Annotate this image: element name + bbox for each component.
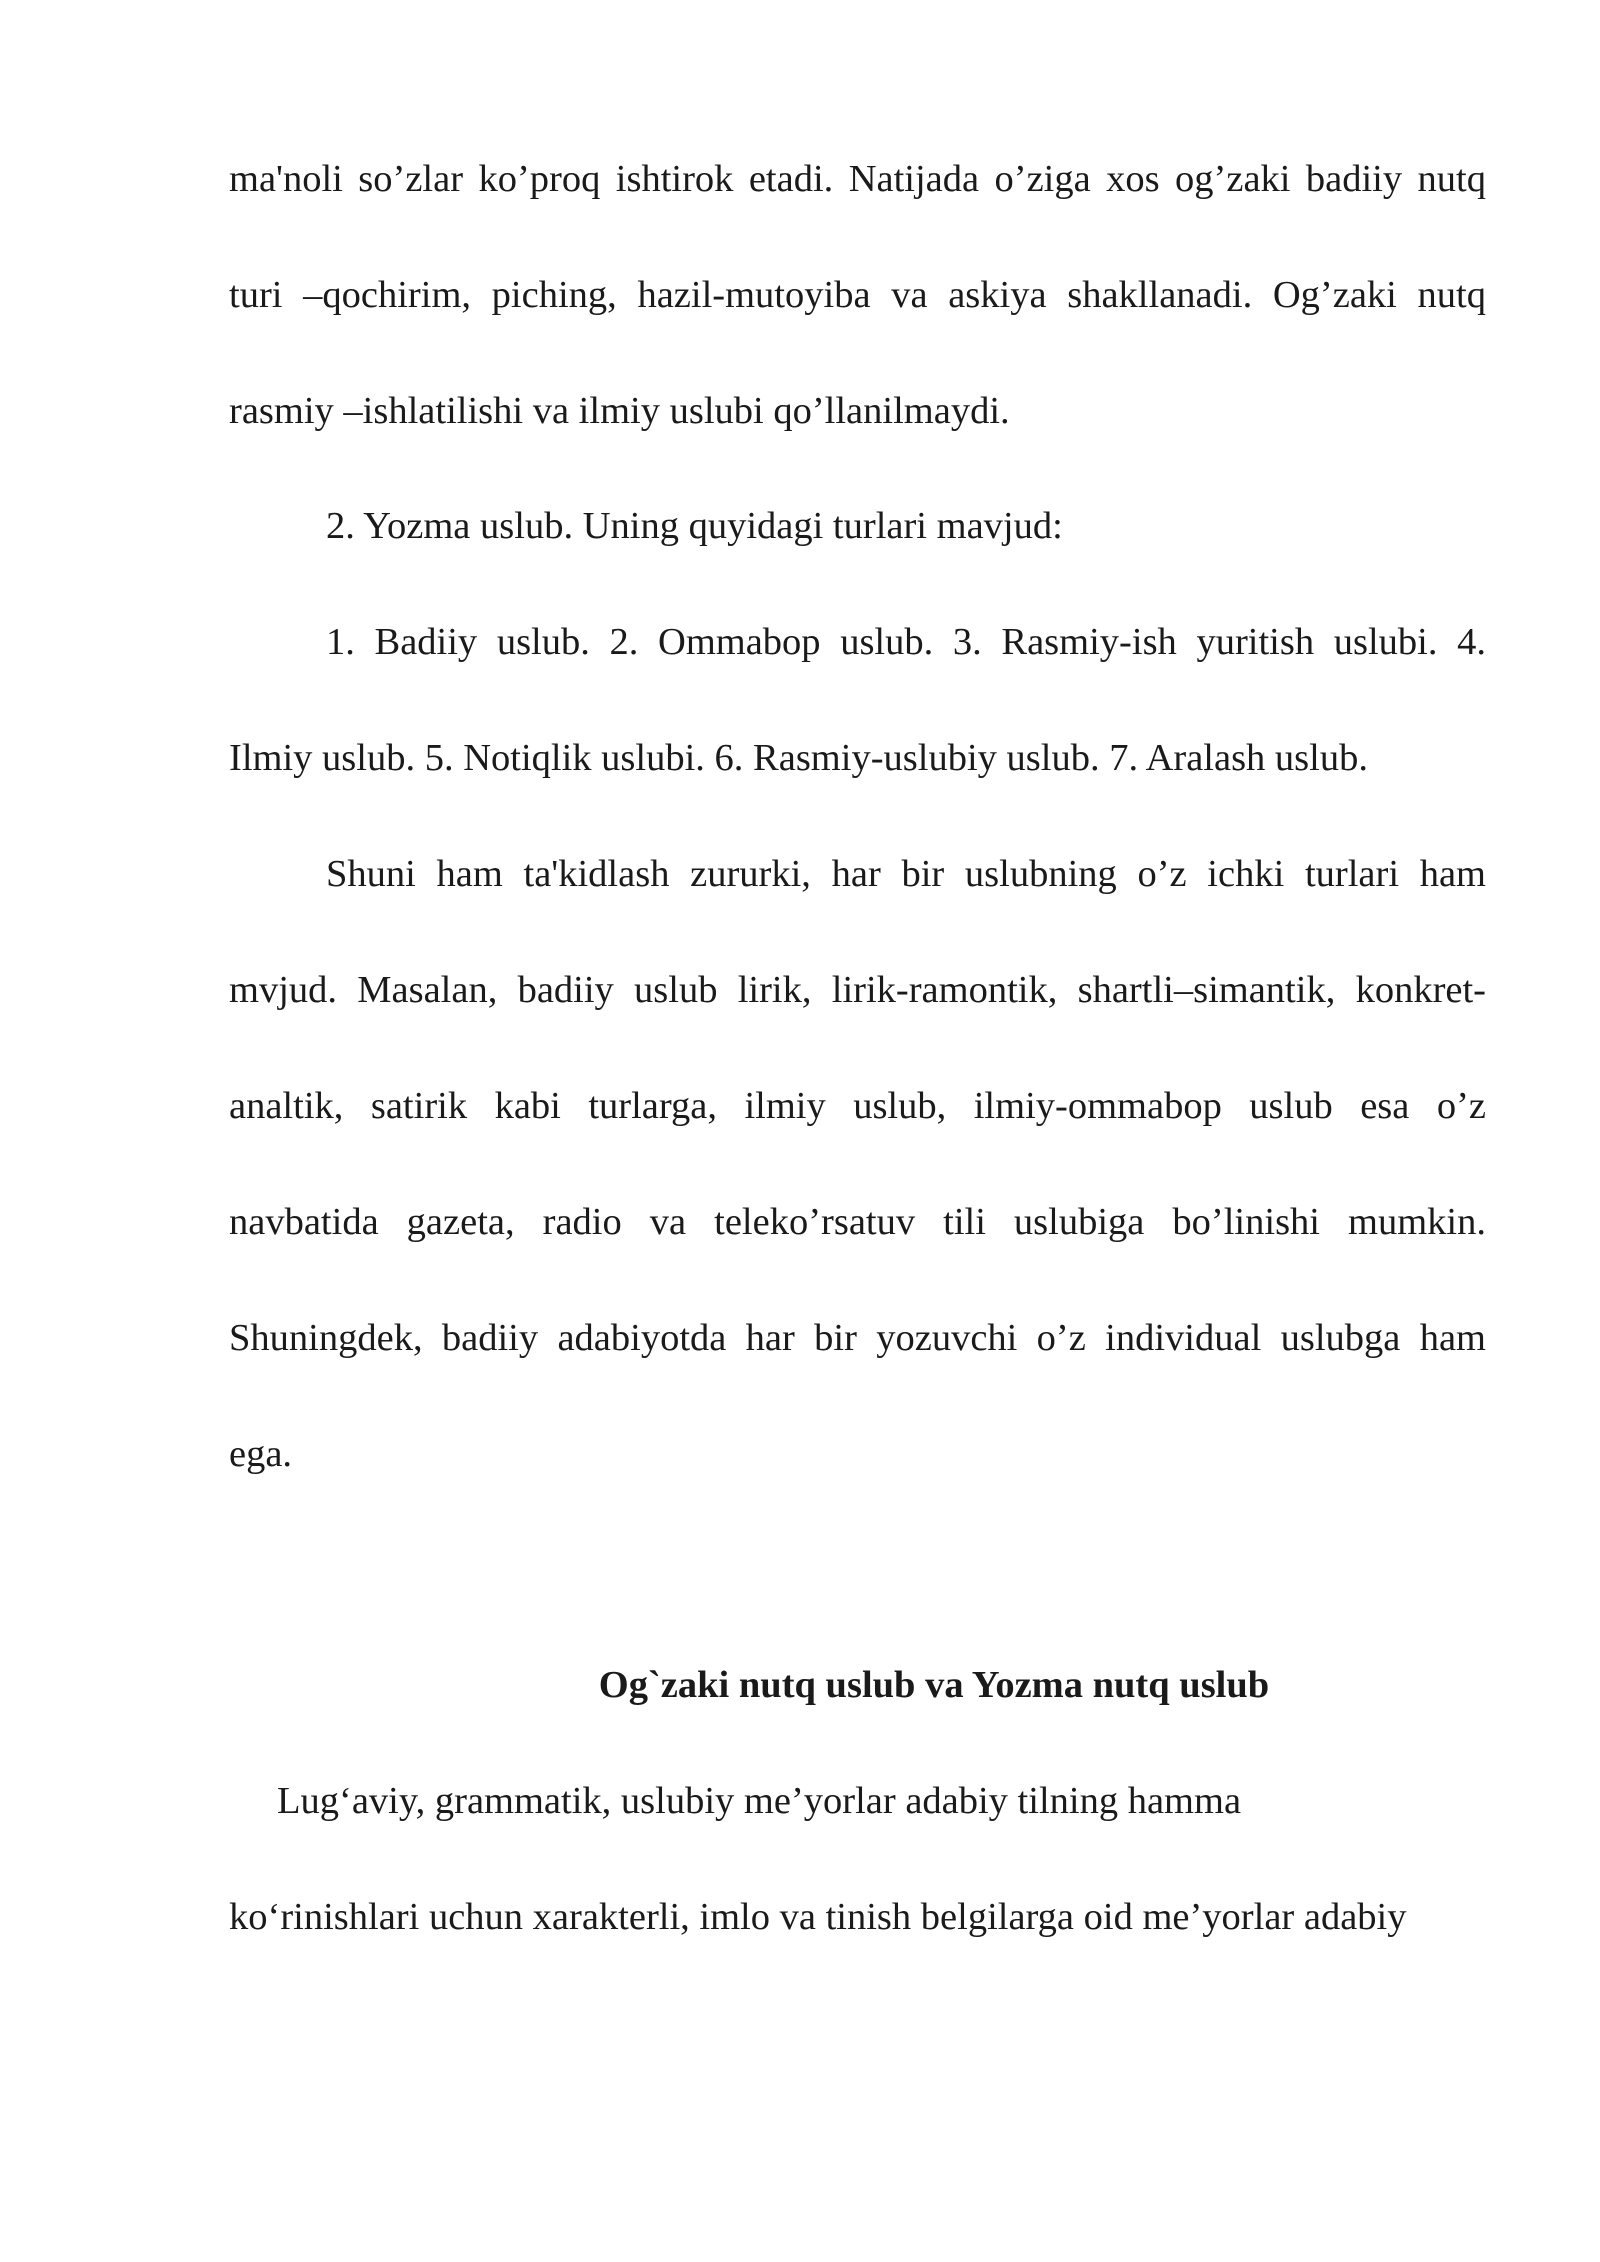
paragraph-line: navbatida gazeta, radio va teleko’rsatuv tili uslubiga bo’linishi mumkin. xyxy=(229,1201,1486,1243)
paragraph-line: rasmiy –ishlatilishi va ilmiy uslubi qo’llanilmaydi. xyxy=(229,390,1010,432)
paragraph-line: 1. Badiiy uslub. 2. Ommabop uslub. 3. Rasmiy-ish yuritish uslubi. 4. xyxy=(326,621,1486,663)
paragraph-line: ega. xyxy=(229,1433,293,1475)
paragraph-line: Shuni ham ta'kidlash zururki, har bir uslubning o’z ichki turlari ham xyxy=(326,853,1486,895)
section-heading: Og`zaki nutq uslub va Yozma nutq uslub xyxy=(598,1664,1270,1706)
paragraph-line: Shuningdek, badiiy adabiyotda har bir yozuvchi o’z individual uslubga ham xyxy=(229,1317,1486,1359)
paragraph-line: Ilmiy uslub. 5. Notiqlik uslubi. 6. Rasmiy-uslubiy uslub. 7. Aralash uslub. xyxy=(229,737,1368,779)
paragraph-line: ma'noli so’zlar ko’proq ishtirok etadi. Natijada o’ziga xos og’zaki badiiy nutq xyxy=(229,158,1486,200)
paragraph-line: turi –qochirim, piching, hazil-mutoyiba va askiya shakllanadi. Og’zaki nutq xyxy=(229,274,1486,316)
paragraph-line: ko‘rinishlari uchun xarakterli, imlo va tinish belgilarga oid me’yorlar adabiy xyxy=(229,1896,1407,1938)
paragraph-line: mvjud. Masalan, badiiy uslub lirik, lirik-ramontik, shartli–simantik, konkret- xyxy=(229,969,1486,1011)
paragraph-line: Lug‘aviy, grammatik, uslubiy me’yorlar adabiy tilning hamma xyxy=(277,1780,1242,1822)
paragraph-line: analtik, satirik kabi turlarga, ilmiy uslub, ilmiy-ommabop uslub esa o’z xyxy=(229,1085,1486,1127)
paragraph-line: 2. Yozma uslub. Uning quyidagi turlari mavjud: xyxy=(326,505,1063,547)
